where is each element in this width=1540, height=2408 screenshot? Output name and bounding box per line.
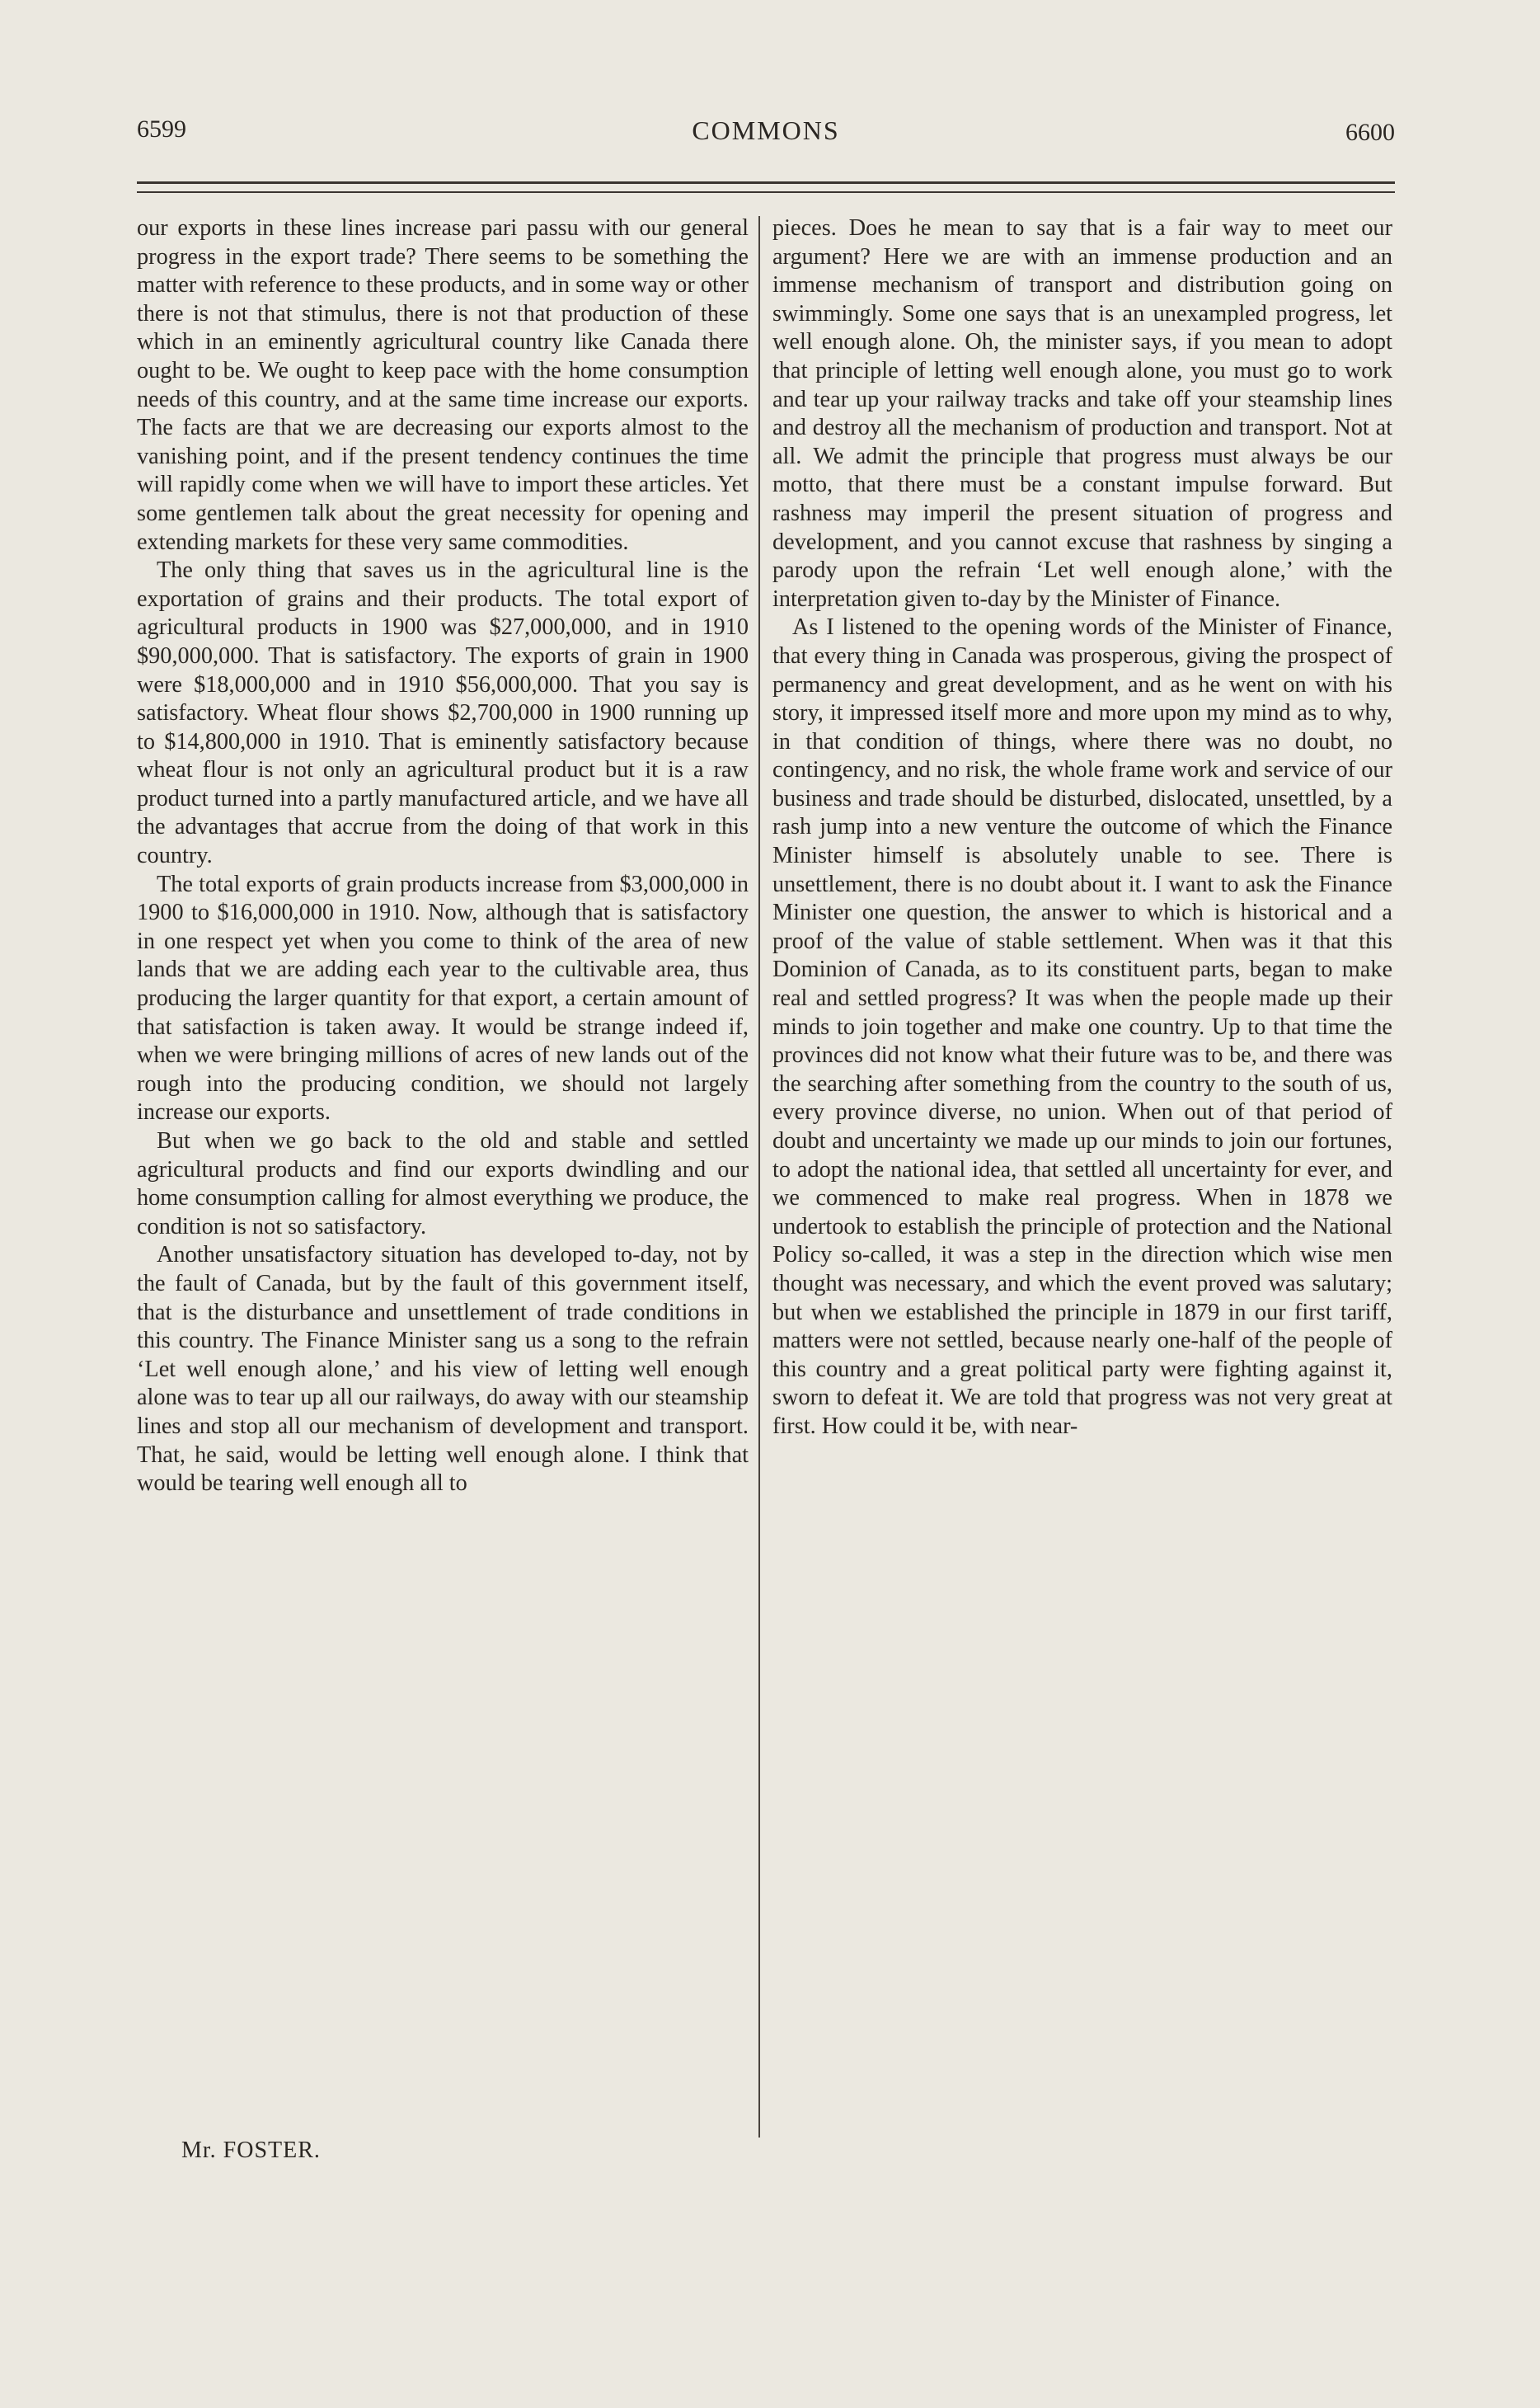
paragraph: The total exports of grain products increase from $3,000,000 in 1900 to $16,000,000 in 1910. Now, although that is satisfactory in one respect yet when you come to think of the area of new lands that we are adding each year to the cultivable area, thus producing the larger quantity for that export, a certain amount of that satisfaction is taken away. It would be strange indeed if, when we were bringing millions of acres of new lands out of the rough into the producing condition, we should not largely increase our exports. [137,871,749,1126]
right-column [772,214,1392,1442]
speaker-footer: Mr. FOSTER. [181,2138,321,2163]
paragraph: Another unsatisfactory situation has developed to-day, not by the fault of Canada, but by the fault of this government itself, that is the disturbance and unsettlement of trade conditions in this country. The Finance Minister sang us a song to the refrain ‘Let well enough alone,’ and his view of letting well enough alone was to tear up all our railways, do away with our steamship lines and stop all our mechanism of development and transport. That, he said, would be letting well enough alone. I think that would be tearing well enough all to [137,1242,749,1497]
paragraph: The only thing that saves us in the agricultural line is the exportation of grains and their products. The total export of agricultural products in 1900 was $27,000,000, and in 1910 $90,000,000. That is satisfactory. The exports of grain in 1900 were $18,000,000 and in 1910 $56,000,000. That you say is satisfactory. Wheat flour shows $2,700,000 in 1900 running up to $14,800,000 in 1910. That is eminently satisfactory because wheat flour is not only an agricultural product but it is a raw product turned into a partly manufactured article, and we have all the advantages that accrue from the doing of that work in this country. [137,557,749,869]
paragraph: our exports in these lines increase pari passu with our general progress in the export trade? There seems to be something the matter with reference to these products, and in some way or other there is not that stimulus, there is not that production of these which in an eminently agricultural country like Canada there ought to be. We ought to keep pace with the home consumption needs of this country, and at the same time increase our exports. The facts are that we are decreasing our exports almost to the vanishing point, and if the present tendency continues the time will rapidly come when we will have to import these articles. Yet some gentlemen talk about the great necessity for opening and extending markets for these very same commodities. [137,215,749,555]
page-title: COMMONS [692,115,840,145]
column-divider [758,216,760,2138]
header-rule-thin [137,191,1395,193]
page-header [137,107,1395,148]
paragraph: pieces. Does he mean to say that is a fair way to meet our argument? Here we are with an immense production and an immense mechanism of transport and distribution going on swimmingly. Some one says that is an unexampled progress, let well enough alone. Oh, the minister says, if you mean to adopt that principle of letting well enough alone, you must go to work and tear up your railway tracks and take off your steamship lines and destroy all the mechanism of production and transport. Not at all. We admit the principle that progress must always be our motto, that there must be a constant impulse forward. But rashness may imperil the present situation of progress and development, and you cannot excuse that rashness by singing a parody upon the refrain ‘Let well enough alone,’ with the interpretation given to-day by the Minister of Finance. [772,215,1392,612]
paragraph: As I listened to the opening words of the Minister of Finance, that every thing in Canada was prosperous, giving the prospect of permanency and great development, and as he went on with his story, it impressed itself more and more upon my mind as to why, in that condition of things, where there was no doubt, no contingency, and no risk, the whole frame work and service of our business and trade should be disturbed, dislocated, unsettled, by a rash jump into a new venture the outcome of which the Finance Minister himself is absolutely unable to see. There is unsettlement, there is no doubt about it. I want to ask the Finance Minister one question, the answer to which is historical and a proof of the value of stable settlement. When was it that this Dominion of Canada, as to its constituent parts, began to make real and settled progress? It was when the people made up their minds to join together and make one country. Up to that time the provinces did not know what their future was to be, and there was the searching after something from the country to the south of us, every province diverse, no union. When out of that period of doubt and uncertainty we made up our minds to join our fortunes, to adopt the national idea, that settled all uncertainty for ever, and we commenced to make real progress. When in 1878 we undertook to establish the principle of protection and the National Policy so-called, it was a step in the direction which wise men thought was necessary, and which the event proved was salutary; but when we established the principle in 1879 in our first tariff, matters were not settled, because nearly one-half of the people of this country and a great political party were fighting against it, sworn to defeat it. We are told that progress was not very great at first. How could it be, with near- [772,614,1392,1439]
paragraph: But when we go back to the old and stable and settled agricultural products and find our exports dwindling and our home consumption calling for almost everything we produce, the condition is not so satisfactory. [137,1128,749,1239]
page-number-left: 6599 [137,115,186,143]
header-rule-thick [137,181,1395,184]
left-column [137,214,749,1498]
page-number-right: 6600 [1345,119,1395,146]
